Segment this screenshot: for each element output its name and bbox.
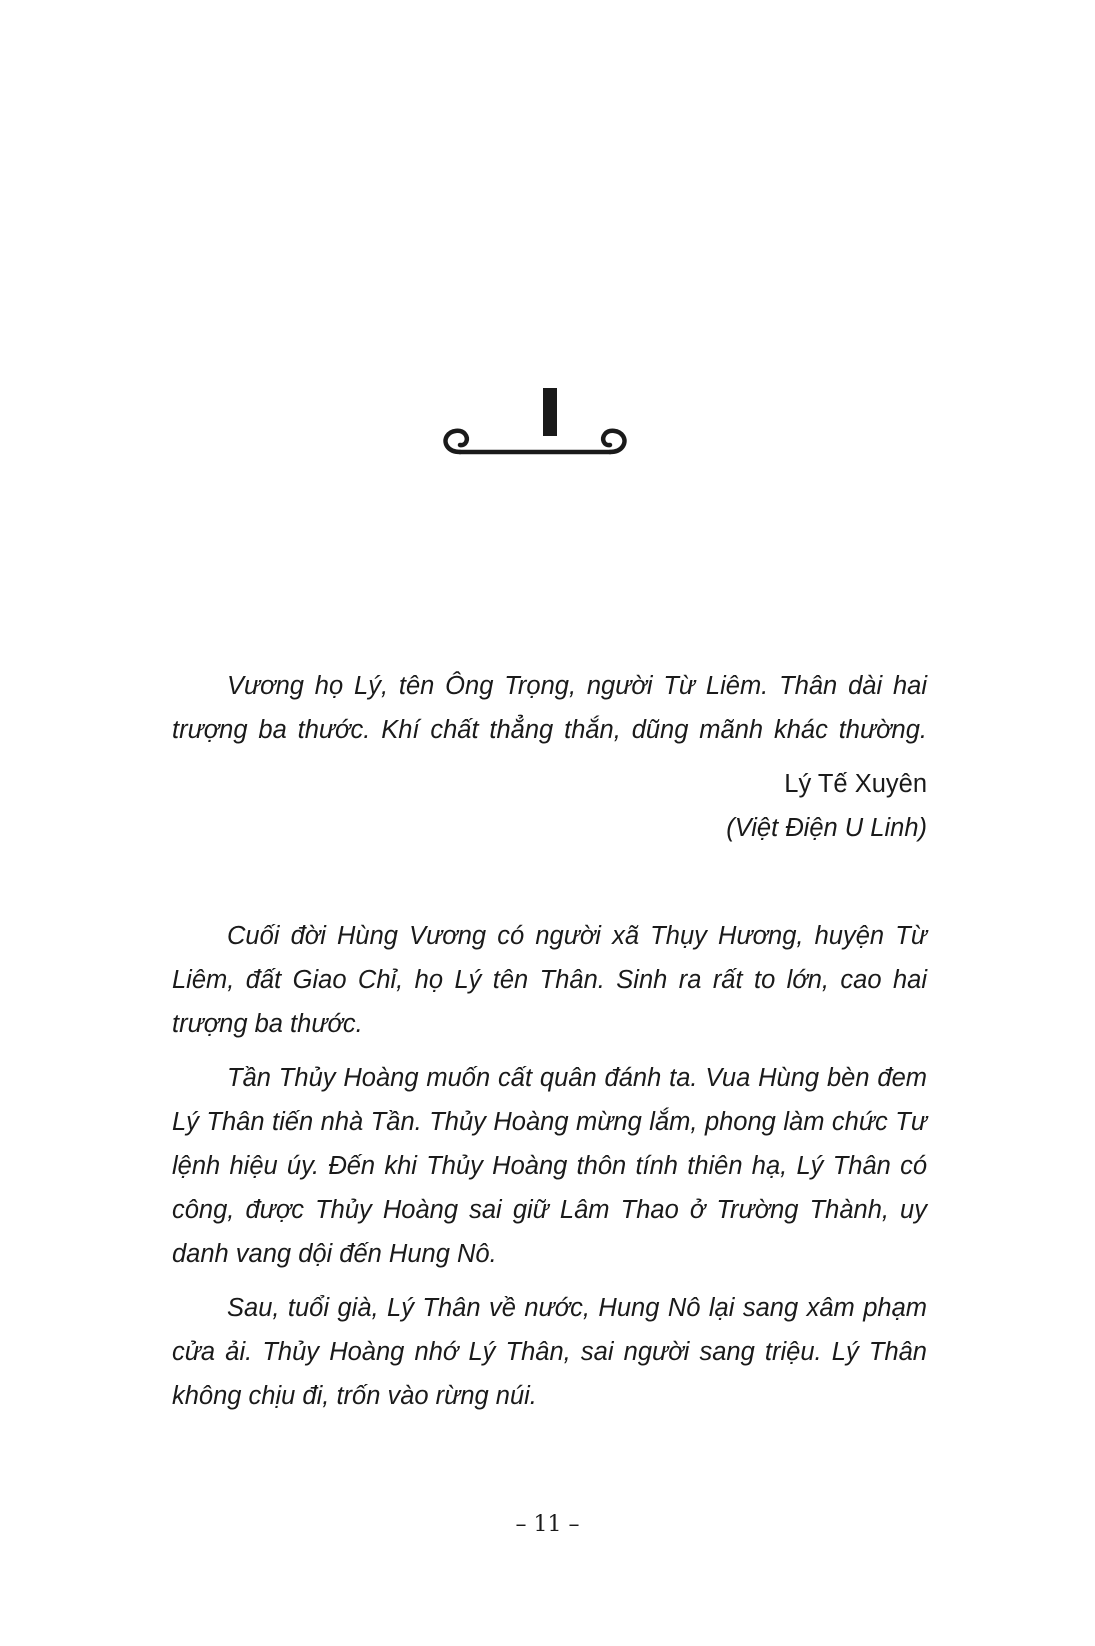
chapter-ornament-scroll-divider bbox=[440, 372, 660, 484]
epigraph-quote: Vương họ Lý, tên Ông Trọng, người Từ Liêm. Thân dài hai trượng ba thước. Khí chất thẳng thắn, dũng mãnh khác thường. bbox=[172, 672, 927, 744]
chapter-body bbox=[172, 914, 927, 1428]
epigraph-author: Lý Tế Xuyên bbox=[784, 770, 927, 798]
page-number: – 11 – bbox=[515, 1512, 580, 1537]
body-paragraph: Tần Thủy Hoàng muốn cất quân đánh ta. Vua Hùng bèn đem Lý Thân tiến nhà Tần. Thủy Hoàng mừng lắm, phong làm chức Tư lệnh hiệu úy. Đến khi Thủy Hoàng thôn tính thiên hạ, Lý Thân có công, được Thủy Hoàng sai giữ Lâm Thao ở Trường Thành, uy danh vang dội đến Hung Nô. bbox=[172, 1064, 927, 1268]
epigraph-source: (Việt Điện U Linh) bbox=[726, 814, 927, 842]
chapter-epigraph bbox=[172, 664, 927, 850]
body-paragraph: Cuối đời Hùng Vương có người xã Thụy Hương, huyện Từ Liêm, đất Giao Chỉ, họ Lý tên Thân. Sinh ra rất to lớn, cao hai trượng ba thước. bbox=[172, 922, 927, 1038]
epigraph-attribution bbox=[172, 762, 927, 850]
body-paragraph: Sau, tuổi già, Lý Thân về nước, Hung Nô lại sang xâm phạm cửa ải. Thủy Hoàng nhớ Lý Thân, sai người sang triệu. Lý Thân không chịu đi, trốn vào rừng núi. bbox=[172, 1294, 927, 1410]
